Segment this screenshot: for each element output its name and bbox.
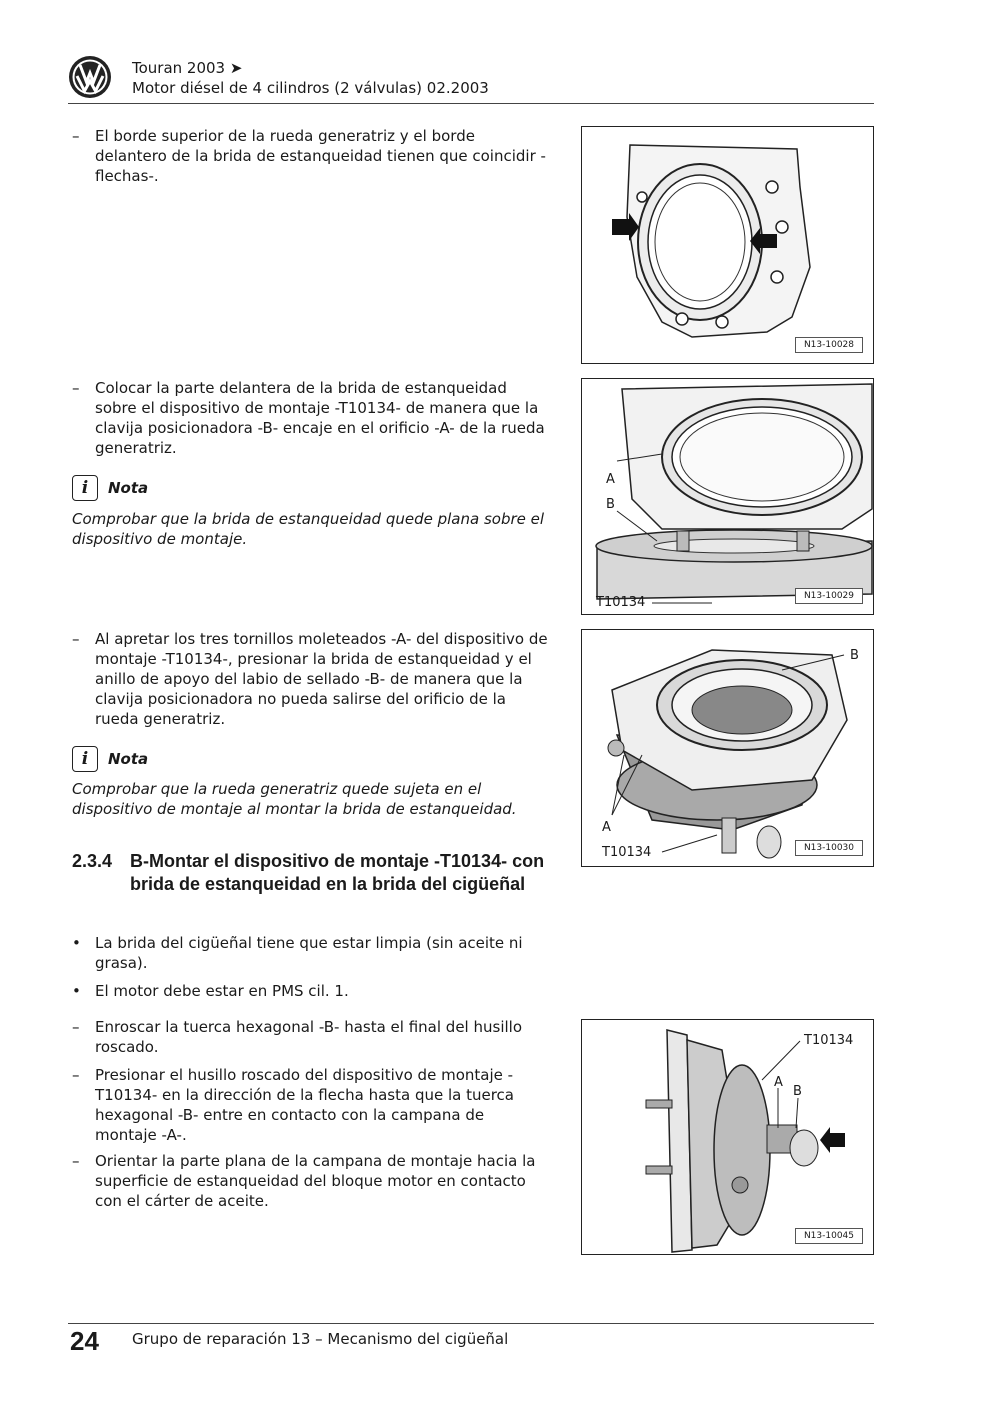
figure-tool-on-crankshaft bbox=[581, 1019, 874, 1255]
footer-divider bbox=[68, 1323, 874, 1324]
bullet-2 bbox=[72, 981, 550, 1001]
callout-b: B bbox=[850, 648, 859, 663]
figure-code: N13-10029 bbox=[795, 588, 863, 604]
step-2 bbox=[72, 378, 550, 458]
note-2-text: Comprobar que la rueda generatriz quede sujeta en el dispositivo de montaje al montar la brida de estanqueidad. bbox=[72, 780, 517, 818]
step-3 bbox=[72, 629, 550, 729]
section-heading bbox=[72, 850, 552, 920]
note-1-text: Comprobar que la brida de estanqueidad quede plana sobre el dispositivo de montaje. bbox=[72, 510, 545, 548]
bullet-mark: • bbox=[72, 982, 81, 1000]
step-6-text: Orientar la parte plana de la campana de montaje hacia la superficie de estanqueidad del bloque motor en contacto con el cárter de aceite. bbox=[95, 1152, 536, 1210]
note-2-header bbox=[72, 746, 148, 772]
figure-tightening bbox=[581, 629, 874, 867]
callout-a: A bbox=[606, 472, 615, 487]
section-title: B-Montar el dispositivo de montaje -T10134- con brida de estanqueidad en la brida del cigüeñal bbox=[130, 851, 545, 894]
header-engine: Motor diésel de 4 cilindros (2 válvulas) 02.2003 bbox=[132, 79, 489, 97]
step-4 bbox=[72, 1017, 550, 1057]
dash-mark: – bbox=[72, 1018, 80, 1036]
dash-mark: – bbox=[72, 127, 80, 145]
step-1 bbox=[72, 126, 550, 186]
tightening-illustration bbox=[582, 630, 874, 867]
header-model: Touran 2003 ➤ bbox=[132, 59, 243, 77]
figure-code: N13-10045 bbox=[795, 1228, 863, 1244]
dash-mark: – bbox=[72, 379, 80, 397]
figure-code: N13-10028 bbox=[795, 337, 863, 353]
callout-b: B bbox=[793, 1084, 802, 1099]
dash-mark: – bbox=[72, 1152, 80, 1170]
figure-seal-on-tool bbox=[581, 378, 874, 615]
info-icon: i bbox=[72, 475, 98, 501]
footer-text: Grupo de reparación 13 – Mecanismo del cigüeñal bbox=[132, 1330, 509, 1348]
bullet-mark: • bbox=[72, 934, 81, 952]
step-3-text: Al apretar los tres tornillos moleteados -A- del dispositivo de montaje -T10134-, presionar la brida de estanqueidad y el anillo de apoyo del labio de sellado -B- de manera que la clavija posicionadora no pueda salirse del orificio de la rueda generatriz. bbox=[95, 630, 548, 728]
note-label: Nota bbox=[108, 479, 149, 497]
dash-mark: – bbox=[72, 1066, 80, 1084]
bullet-1 bbox=[72, 933, 550, 973]
seal-flange-illustration bbox=[582, 127, 874, 364]
dash-mark: – bbox=[72, 630, 80, 648]
bullet-1-text: La brida del cigüeñal tiene que estar limpia (sin aceite ni grasa). bbox=[95, 934, 523, 972]
callout-a: A bbox=[602, 820, 611, 835]
note-1-header bbox=[72, 475, 148, 501]
bullet-2-text: El motor debe estar en PMS cil. 1. bbox=[95, 982, 349, 1000]
step-6 bbox=[72, 1151, 550, 1211]
step-1-text: El borde superior de la rueda generatriz y el borde delantero de la brida de estanqueidad tienen que coincidir -flechas-. bbox=[95, 127, 546, 185]
callout-tool: T10134 bbox=[602, 845, 652, 860]
header-divider bbox=[68, 103, 874, 104]
figure-seal-flange bbox=[581, 126, 874, 364]
tool-on-crankshaft-illustration bbox=[582, 1020, 874, 1255]
step-5 bbox=[72, 1065, 550, 1145]
step-5-text: Presionar el husillo roscado del dispositivo de montaje -T10134- en la dirección de la flecha hasta que la tuerca hexagonal -B- entre en contacto con la campana de montaje -A-. bbox=[95, 1066, 514, 1144]
callout-tool: T10134 bbox=[804, 1033, 854, 1048]
step-2-text: Colocar la parte delantera de la brida de estanqueidad sobre el dispositivo de montaje -T10134- de manera que la clavija posicionadora -B- encaje en el orificio -A- de la rueda generatriz. bbox=[95, 379, 545, 457]
info-icon: i bbox=[72, 746, 98, 772]
page-number: 24 bbox=[70, 1326, 99, 1356]
section-number: 2.3.4 bbox=[72, 851, 113, 871]
callout-a: A bbox=[774, 1075, 783, 1090]
callout-b: B bbox=[606, 497, 615, 512]
step-4-text: Enroscar la tuerca hexagonal -B- hasta el final del husillo roscado. bbox=[95, 1018, 522, 1056]
note-label: Nota bbox=[108, 750, 149, 768]
callout-tool: T10134 bbox=[596, 595, 646, 610]
vw-logo bbox=[68, 55, 112, 99]
seal-on-tool-illustration bbox=[582, 379, 874, 615]
figure-code: N13-10030 bbox=[795, 840, 863, 856]
